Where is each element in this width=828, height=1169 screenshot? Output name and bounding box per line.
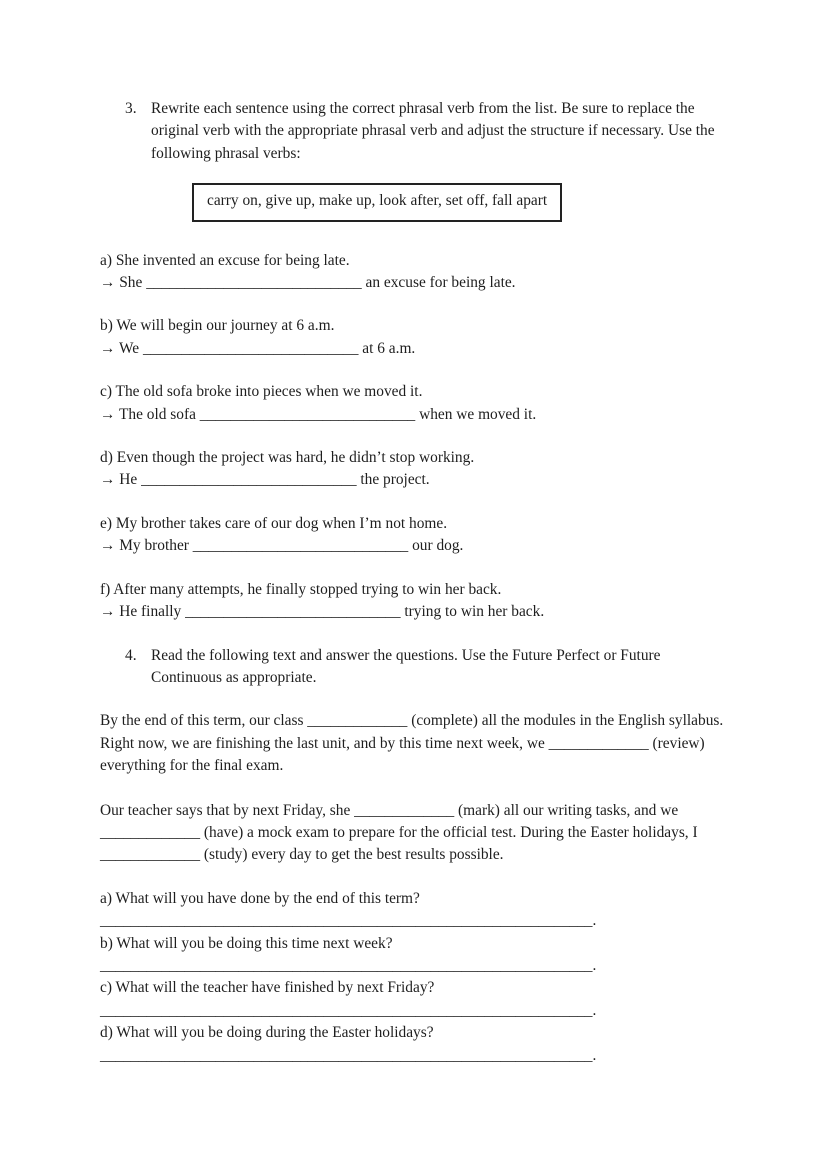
question-d (100, 1022, 748, 1067)
question-body: What will you be doing during the Easter holidays? (116, 1024, 434, 1042)
rewrite-line (100, 404, 748, 426)
exercise3-instruction-text: Rewrite each sentence using the correct phrasal verb from the list. Be sure to replace the original verb with the appropriate phrasal verb and adjust the structure if necessary. Use the following phrasal verbs: (151, 100, 715, 162)
item-label: c) (100, 383, 112, 401)
question-text (100, 1022, 748, 1044)
answer-blank: ____________________________ (199, 405, 416, 423)
exercise3-item-f (100, 579, 748, 624)
exercise3-item-e (100, 513, 748, 558)
answer-line: ________________________________________________________________. (100, 1001, 597, 1019)
answer-blank: ____________________________ (142, 339, 359, 357)
question-body: What will you be doing this time next week? (116, 934, 393, 952)
answer-blank: ____________________________ (141, 471, 357, 489)
arrow-icon: → (100, 405, 116, 423)
rewrite-line (100, 338, 748, 360)
exercise3-item-c (100, 381, 748, 426)
answer-line: ________________________________________________________________. (100, 912, 597, 930)
question-b (100, 933, 748, 978)
item-label: b) (100, 317, 113, 335)
item-sentence: After many attempts, he finally stopped trying to win her back. (113, 580, 502, 598)
question-c (100, 977, 748, 1022)
question-body: What will the teacher have finished by next Friday? (115, 979, 435, 997)
exercise4-instruction (125, 645, 748, 690)
exercise3-item-d (100, 447, 748, 492)
rewrite-prefix: We (118, 339, 140, 357)
exercise4-instruction-text: Read the following text and answer the questions. Use the Future Perfect or Future Continuous as appropriate. (151, 646, 661, 686)
item-label: f) (100, 580, 111, 598)
question-label: a) (100, 889, 112, 907)
exercise3-item-a (100, 250, 748, 295)
rewrite-line (100, 601, 748, 623)
original-sentence (100, 315, 748, 337)
question-label: c) (100, 979, 112, 997)
rewrite-line (100, 469, 748, 491)
question-text (100, 977, 748, 999)
phrasal-verbs-box (192, 183, 562, 221)
answer-blank: ____________________________ (146, 274, 362, 292)
question-body: What will you have done by the end of this term? (115, 889, 420, 907)
original-sentence (100, 381, 748, 403)
exercise4-number: 4. (125, 646, 137, 664)
exercise3-items (100, 250, 748, 624)
item-sentence: We will begin our journey at 6 a.m. (116, 317, 335, 335)
rewrite-prefix: He (119, 471, 138, 489)
item-sentence: She invented an excuse for being late. (115, 251, 350, 269)
question-label: d) (100, 1024, 113, 1042)
original-sentence (100, 513, 748, 535)
exercise4-paragraph-2: Our teacher says that by next Friday, she _____________ (mark) all our writing tasks, and we _____________ (have) a mock exam to prepare for the official test. During the Easter holidays, I _____________ (study) every day to get the best results possible. (100, 801, 698, 864)
phrasal-verbs-list: carry on, give up, make up, look after, set off, fall apart (207, 192, 548, 210)
question-label: b) (100, 934, 113, 952)
rewrite-prefix: The old sofa (118, 405, 196, 423)
rewrite-suffix: trying to win her back. (404, 603, 545, 621)
rewrite-suffix: when we moved it. (419, 405, 537, 423)
question-a (100, 888, 748, 933)
item-sentence: My brother takes care of our dog when I’m not home. (115, 514, 448, 532)
question-text (100, 888, 748, 910)
item-sentence: Even though the project was hard, he didn’t stop working. (116, 449, 475, 467)
answer-blank: ____________________________ (185, 603, 401, 621)
question-text (100, 933, 748, 955)
arrow-icon: → (100, 471, 116, 489)
arrow-icon: → (100, 339, 116, 357)
rewrite-suffix: at 6 a.m. (362, 339, 416, 357)
arrow-icon: → (100, 537, 116, 555)
exercise3-instruction (125, 98, 748, 165)
original-sentence (100, 447, 748, 469)
item-label: e) (100, 514, 112, 532)
answer-line: ________________________________________________________________. (100, 1046, 597, 1064)
rewrite-prefix: He finally (119, 603, 182, 621)
exercise3-number: 3. (125, 100, 137, 117)
original-sentence (100, 579, 748, 601)
exercise3-item-b (100, 315, 748, 360)
exercise4-paragraph-1: By the end of this term, our class _____________ (complete) all the modules in the English syllabus. Right now, we are finishing the last unit, and by this time next week, we _____________ (review) everything for the final exam. (100, 712, 724, 775)
rewrite-suffix: an excuse for being late. (365, 274, 516, 292)
original-sentence (100, 250, 748, 272)
rewrite-prefix: My brother (119, 537, 189, 555)
rewrite-line (100, 535, 748, 557)
arrow-icon: → (100, 274, 116, 292)
item-label: a) (100, 251, 112, 269)
rewrite-line (100, 272, 748, 294)
answer-blank: ____________________________ (192, 537, 409, 555)
rewrite-suffix: the project. (360, 471, 430, 489)
exercise4-questions (100, 888, 748, 1067)
arrow-icon: → (100, 603, 116, 621)
item-sentence: The old sofa broke into pieces when we moved it. (115, 383, 423, 401)
item-label: d) (100, 449, 113, 467)
rewrite-prefix: She (119, 274, 143, 292)
answer-line: ________________________________________________________________. (100, 956, 597, 974)
rewrite-suffix: our dog. (412, 537, 464, 555)
